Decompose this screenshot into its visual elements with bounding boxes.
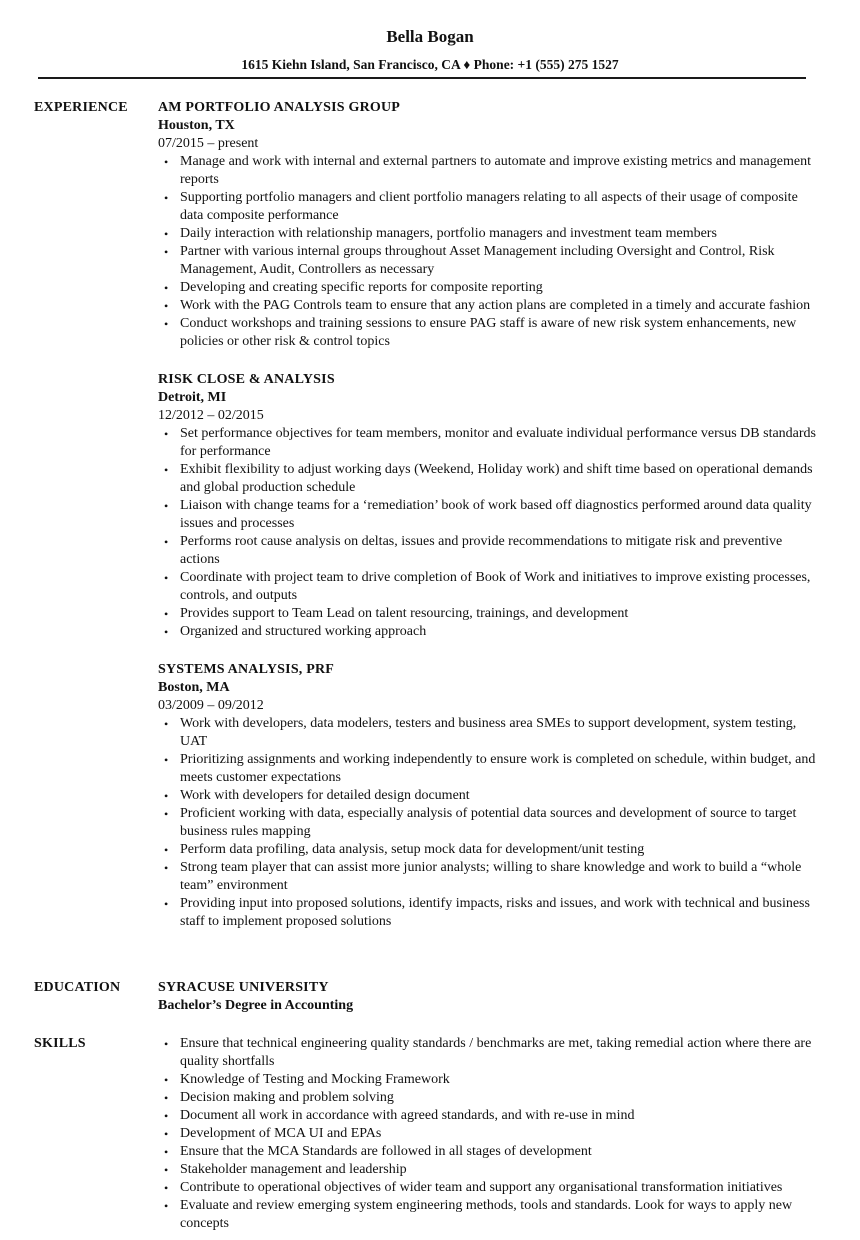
section-label-skills: SKILLS xyxy=(34,1036,86,1051)
job-location: Detroit, MI xyxy=(158,390,227,405)
bullet-icon: • xyxy=(164,1091,169,1105)
bullet-icon: • xyxy=(164,1073,169,1087)
bullet-icon: • xyxy=(164,463,169,477)
job-bullet: • Work with developers, data modelers, testers and business area SMEs to support development, system testing, UAT xyxy=(164,716,797,749)
bullet-icon: • xyxy=(164,625,169,639)
bullet-icon: • xyxy=(164,1163,169,1177)
skill-bullet: • Evaluate and review emerging system engineering methods, tools and standards. Look for ways to apply new concepts xyxy=(164,1198,793,1231)
job-entry xyxy=(158,99,818,351)
education-body xyxy=(158,979,818,1015)
job-entry xyxy=(158,371,818,641)
job-dates: 03/2009 – 09/2012 xyxy=(158,698,264,713)
skill-bullet: • Development of MCA UI and EPAs xyxy=(164,1126,382,1141)
job-bullet-list xyxy=(158,715,818,931)
skill-bullet: • Ensure that technical engineering quality standards / benchmarks are met, taking remedial action where there are quality shortfalls xyxy=(164,1036,812,1069)
skill-bullet: • Decision making and problem solving xyxy=(164,1090,394,1105)
bullet-icon: • xyxy=(164,245,169,259)
bullet-icon: • xyxy=(164,535,169,549)
job-bullet: • Performs root cause analysis on deltas, issues and provide recommendations to mitigate risk and preventive actions xyxy=(164,534,783,567)
job-bullet: • Provides support to Team Lead on talent resourcing, trainings, and development xyxy=(164,606,629,621)
job-bullet: • Proficient working with data, especially analysis of potential data sources and development of source to target business rules mapping xyxy=(164,806,797,839)
job-bullet: • Exhibit flexibility to adjust working days (Weekend, Holiday work) and shift time based on operational demands and global production schedule xyxy=(164,462,813,495)
job-entry xyxy=(158,661,818,931)
bullet-icon: • xyxy=(164,1199,169,1213)
job-organization: SYSTEMS ANALYSIS, PRF xyxy=(158,662,335,677)
bullet-icon: • xyxy=(164,1037,169,1051)
bullet-icon: • xyxy=(164,227,169,241)
bullet-icon: • xyxy=(164,1145,169,1159)
bullet-icon: • xyxy=(164,1181,169,1195)
job-bullet-list xyxy=(158,425,818,641)
job-bullet: • Prioritizing assignments and working independently to ensure work is completed on schedule, within budget, and meets customer expectations xyxy=(164,752,816,785)
bullet-icon: • xyxy=(164,427,169,441)
bullet-icon: • xyxy=(164,317,169,331)
bullet-icon: • xyxy=(164,753,169,767)
bullet-icon: • xyxy=(164,571,169,585)
bullet-icon: • xyxy=(164,191,169,205)
degree-name: Bachelor’s Degree in Accounting xyxy=(158,998,354,1013)
candidate-name: Bella Bogan xyxy=(386,27,474,46)
bullet-icon: • xyxy=(164,843,169,857)
bullet-icon: • xyxy=(164,499,169,513)
bullet-icon: • xyxy=(164,1109,169,1123)
job-bullet: • Partner with various internal groups throughout Asset Management including Oversight and Control, Risk Management, Audit, Controllers as necessary xyxy=(164,244,775,277)
job-bullet: • Organized and structured working approach xyxy=(164,624,427,639)
job-location: Boston, MA xyxy=(158,680,230,695)
experience-body xyxy=(158,99,818,951)
job-bullet-list xyxy=(158,153,818,351)
bullet-icon: • xyxy=(164,1127,169,1141)
job-bullet: • Providing input into proposed solutions, identify impacts, risks and issues, and work with technical and business staff to implement proposed solutions xyxy=(164,896,810,929)
job-dates: 12/2012 – 02/2015 xyxy=(158,408,264,423)
bullet-icon: • xyxy=(164,281,169,295)
resume-header xyxy=(0,27,860,74)
job-bullet: • Coordinate with project team to drive completion of Book of Work and initiatives to improve existing processes, controls, and outputs xyxy=(164,570,811,603)
job-bullet: • Work with developers for detailed design document xyxy=(164,788,470,803)
job-organization: AM PORTFOLIO ANALYSIS GROUP xyxy=(158,100,401,115)
job-bullet: • Work with the PAG Controls team to ensure that any action plans are completed in a timely and accurate fashion xyxy=(164,298,811,313)
job-bullet: • Liaison with change teams for a ‘remediation’ book of work based off diagnostics performed around data quality issues and processes xyxy=(164,498,812,531)
skill-bullet: • Knowledge of Testing and Mocking Framework xyxy=(164,1072,450,1087)
header-divider xyxy=(38,77,806,79)
school-name: SYRACUSE UNIVERSITY xyxy=(158,980,329,995)
section-label-education: EDUCATION xyxy=(34,980,121,995)
job-bullet: • Manage and work with internal and external partners to automate and improve existing metrics and management reports xyxy=(164,154,811,187)
job-dates: 07/2015 – present xyxy=(158,136,259,151)
job-bullet: • Perform data profiling, data analysis, setup mock data for development/unit testing xyxy=(164,842,645,857)
bullet-icon: • xyxy=(164,607,169,621)
bullet-icon: • xyxy=(164,861,169,875)
job-bullet: • Developing and creating specific reports for composite reporting xyxy=(164,280,543,295)
skill-bullet: • Stakeholder management and leadership xyxy=(164,1162,407,1177)
bullet-icon: • xyxy=(164,299,169,313)
skill-bullet: • Document all work in accordance with agreed standards, and with re-use in mind xyxy=(164,1108,635,1123)
bullet-icon: • xyxy=(164,897,169,911)
skills-bullet-list xyxy=(158,1035,818,1233)
skills-body xyxy=(158,1035,818,1233)
skill-bullet: • Ensure that the MCA Standards are followed in all stages of development xyxy=(164,1144,592,1159)
skill-bullet: • Contribute to operational objectives of wider team and support any organisational transformation initiatives xyxy=(164,1180,783,1195)
job-bullet: • Conduct workshops and training sessions to ensure PAG staff is aware of new risk system enhancements, new policies or other risk & control topics xyxy=(164,316,797,349)
bullet-icon: • xyxy=(164,807,169,821)
bullet-icon: • xyxy=(164,717,169,731)
job-location: Houston, TX xyxy=(158,118,235,133)
bullet-icon: • xyxy=(164,155,169,169)
job-bullet: • Supporting portfolio managers and client portfolio managers relating to all aspects of their usage of composite data composite performance xyxy=(164,190,798,223)
contact-line: 1615 Kiehn Island, San Francisco, CA ♦ Phone: +1 (555) 275 1527 xyxy=(241,57,619,72)
section-label-experience: EXPERIENCE xyxy=(34,100,128,115)
job-bullet: • Daily interaction with relationship managers, portfolio managers and investment team members xyxy=(164,226,717,241)
bullet-icon: • xyxy=(164,789,169,803)
job-bullet: • Set performance objectives for team members, monitor and evaluate individual performance versus DB standards for performance xyxy=(164,426,817,459)
job-bullet: • Strong team player that can assist more junior analysts; willing to share knowledge and work to build a “whole team” environment xyxy=(164,860,802,893)
job-organization: RISK CLOSE & ANALYSIS xyxy=(158,372,335,387)
